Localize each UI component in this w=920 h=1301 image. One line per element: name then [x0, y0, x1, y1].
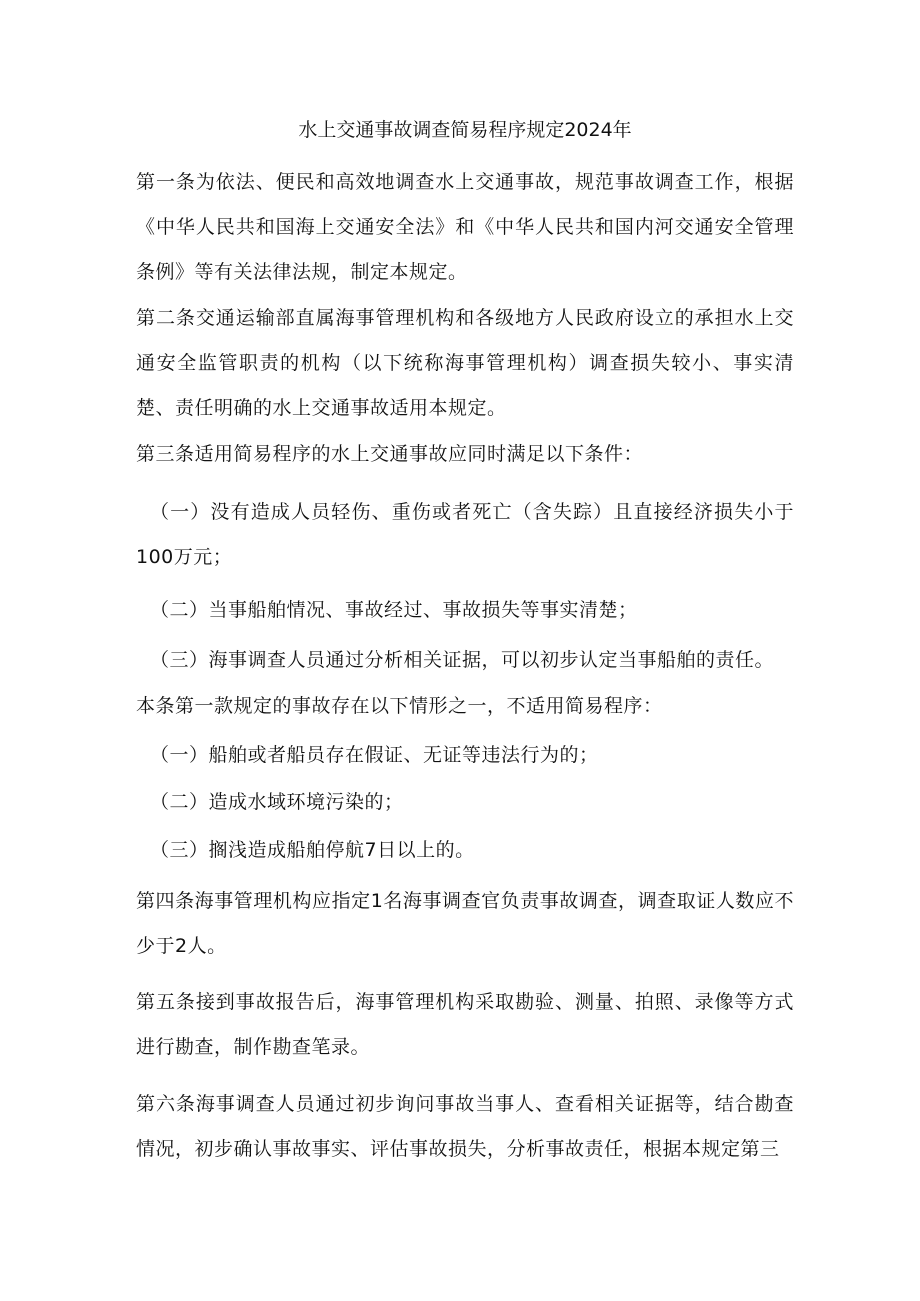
paragraph-article-5: 第五条接到事故报告后，海事管理机构采取勘验、测量、拍照、录像等方式进行勘查，制作勘查笔录。 — [136, 991, 794, 1058]
paragraph-article-1: 第一条为依法、便民和高效地调查水上交通事故，规范事故调查工作，根据《中华人民共和国海上交通安全法》和《中华人民共和国内河交通安全管理条例》等有关法律法规，制定本规定。 — [136, 171, 794, 283]
paragraph-exclusion-item-1: （一）船舶或者船员存在假证、无证等违法行为的； — [150, 744, 599, 766]
paragraph-article-3-item-1: （一）没有造成人员轻伤、重伤或者死亡（含失踪）且直接经济损失小于100万元； — [136, 501, 794, 568]
paragraph-article-3-item-3: （三）海事调查人员通过分析相关证据，可以初步认定当事船舶的责任。 — [150, 649, 775, 671]
paragraph-exclusions: 本条第一款规定的事故存在以下情形之一，不适用简易程序： — [136, 695, 663, 717]
paragraph-article-3: 第三条适用简易程序的水上交通事故应同时满足以下条件： — [136, 443, 644, 465]
paragraph-article-3-item-2: （二）当事船舶情况、事故经过、事故损失等事实清楚； — [150, 599, 638, 621]
paragraph-article-4: 第四条海事管理机构应指定1名海事调查官负责事故调查，调查取证人数应不少于2人。 — [136, 890, 794, 957]
document-title: 水上交通事故调查简易程序规定2024年 — [298, 119, 632, 141]
paragraph-exclusion-item-2: （二）造成水域环境污染的； — [150, 791, 404, 813]
paragraph-article-2: 第二条交通运输部直属海事管理机构和各级地方人民政府设立的承担水上交通安全监管职责的机构（以下统称海事管理机构）调查损失较小、事实清楚、责任明确的水上交通事故适用本规定。 — [136, 307, 794, 419]
paragraph-article-6: 第六条海事调查人员通过初步询问事故当事人、查看相关证据等，结合勘查情况，初步确认事故事实、评估事故损失，分析事故责任，根据本规定第三 — [136, 1093, 794, 1160]
paragraph-exclusion-item-3: （三）搁浅造成船舶停航7日以上的。 — [150, 839, 475, 861]
